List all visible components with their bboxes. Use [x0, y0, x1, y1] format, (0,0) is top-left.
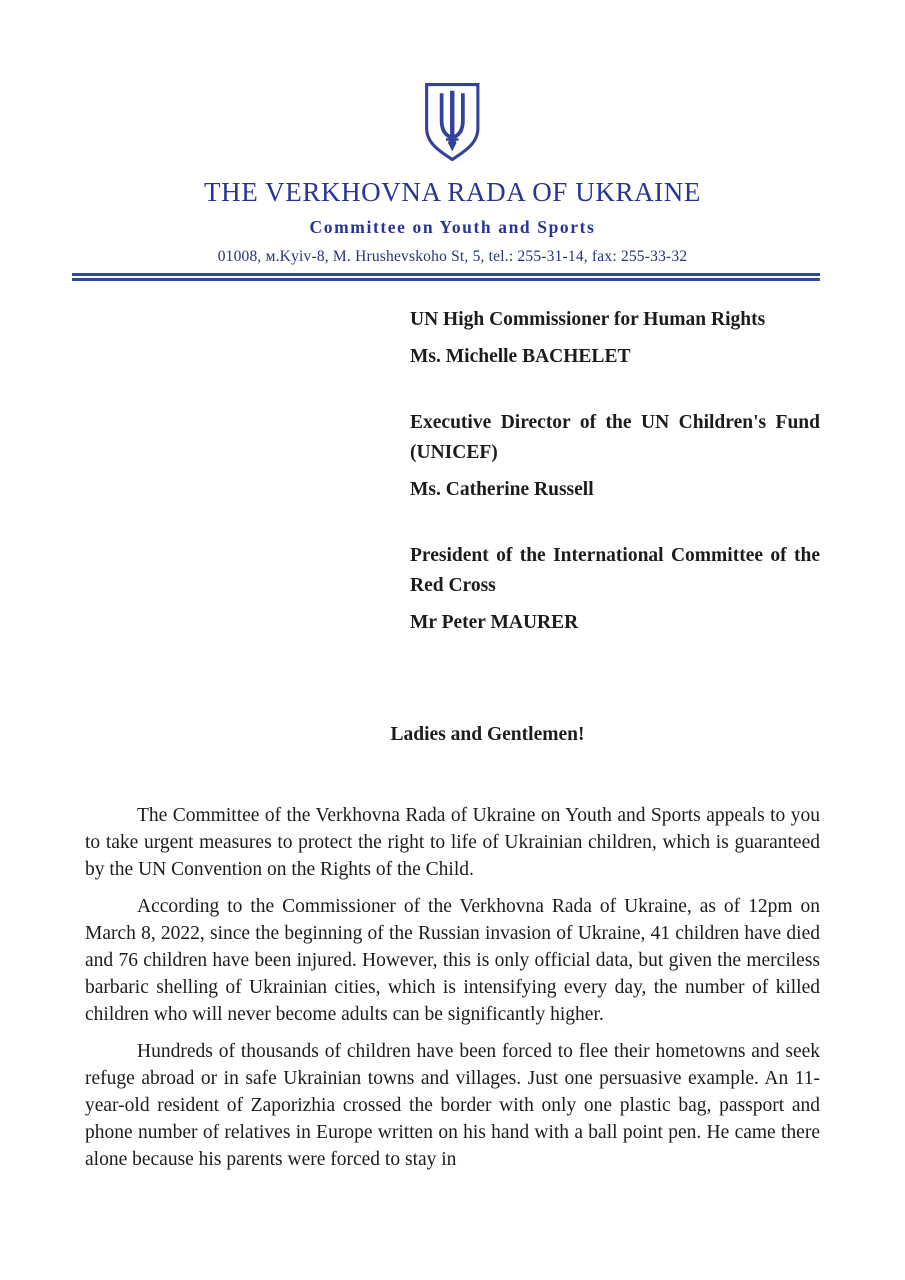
paragraph: Hundreds of thousands of children have been forced to flee their hometowns and seek refuge abroad or in safe Ukrainian towns and villages. Just one persuasive example. An 11-year-old resident of Zaporizhia crossed the border with only one plastic bag, passport and phone number of relatives in Europe written on his hand with a ball point pen. He came there alone because his parents were forced to stay in	[85, 1041, 820, 1170]
salutation: Ladies and Gentlemen!	[390, 724, 585, 745]
paragraph: The Committee of the Verkhovna Rada of Ukraine on Youth and Sports appeals to you to take urgent measures to protect the right to life of Ukrainian children, which is guaranteed by the UN Convention on the Rights of the Child.	[85, 805, 820, 880]
letter-body	[85, 802, 820, 1173]
paragraph: According to the Commissioner of the Verkhovna Rada of Ukraine, as of 12pm on March 8, 2022, since the beginning of the Russian invasion of Ukraine, 41 children have died and 76 children have been injured. However, this is only official data, but given the merciless barbaric shelling of Ukrainian cities, which is intensifying every day, the number of killed children who will never become adults can be significantly higher.	[85, 896, 820, 1025]
addressee-name: Ms. Catherine Russell	[410, 479, 594, 500]
letter-content	[85, 305, 820, 1173]
addressee-block	[410, 305, 820, 372]
addressee-title: President of the International Committee of the Red Cross	[410, 545, 820, 596]
addressee-title: Executive Director of the UN Children's Fund (UNICEF)	[410, 412, 820, 463]
ukraine-trident-emblem-icon	[0, 82, 905, 162]
letterhead-divider	[72, 273, 820, 281]
addressee-list	[410, 305, 820, 638]
addressee-block	[410, 408, 820, 505]
addressee-block	[410, 541, 820, 638]
addressee-name: Ms. Michelle BACHELET	[410, 346, 631, 367]
address-line: 01008, м.Kyiv-8, M. Hrushevskoho St, 5, tel.: 255-31-14, fax: 255-33-32	[217, 248, 688, 265]
addressee-title: UN High Commissioner for Human Rights	[410, 309, 766, 330]
addressee-name: Mr Peter MAURER	[410, 612, 579, 633]
organization-name: THE VERKHOVNA RADA OF UKRAINE	[204, 177, 701, 207]
committee-name: Committee on Youth and Sports	[309, 217, 596, 237]
letterhead	[0, 82, 905, 281]
